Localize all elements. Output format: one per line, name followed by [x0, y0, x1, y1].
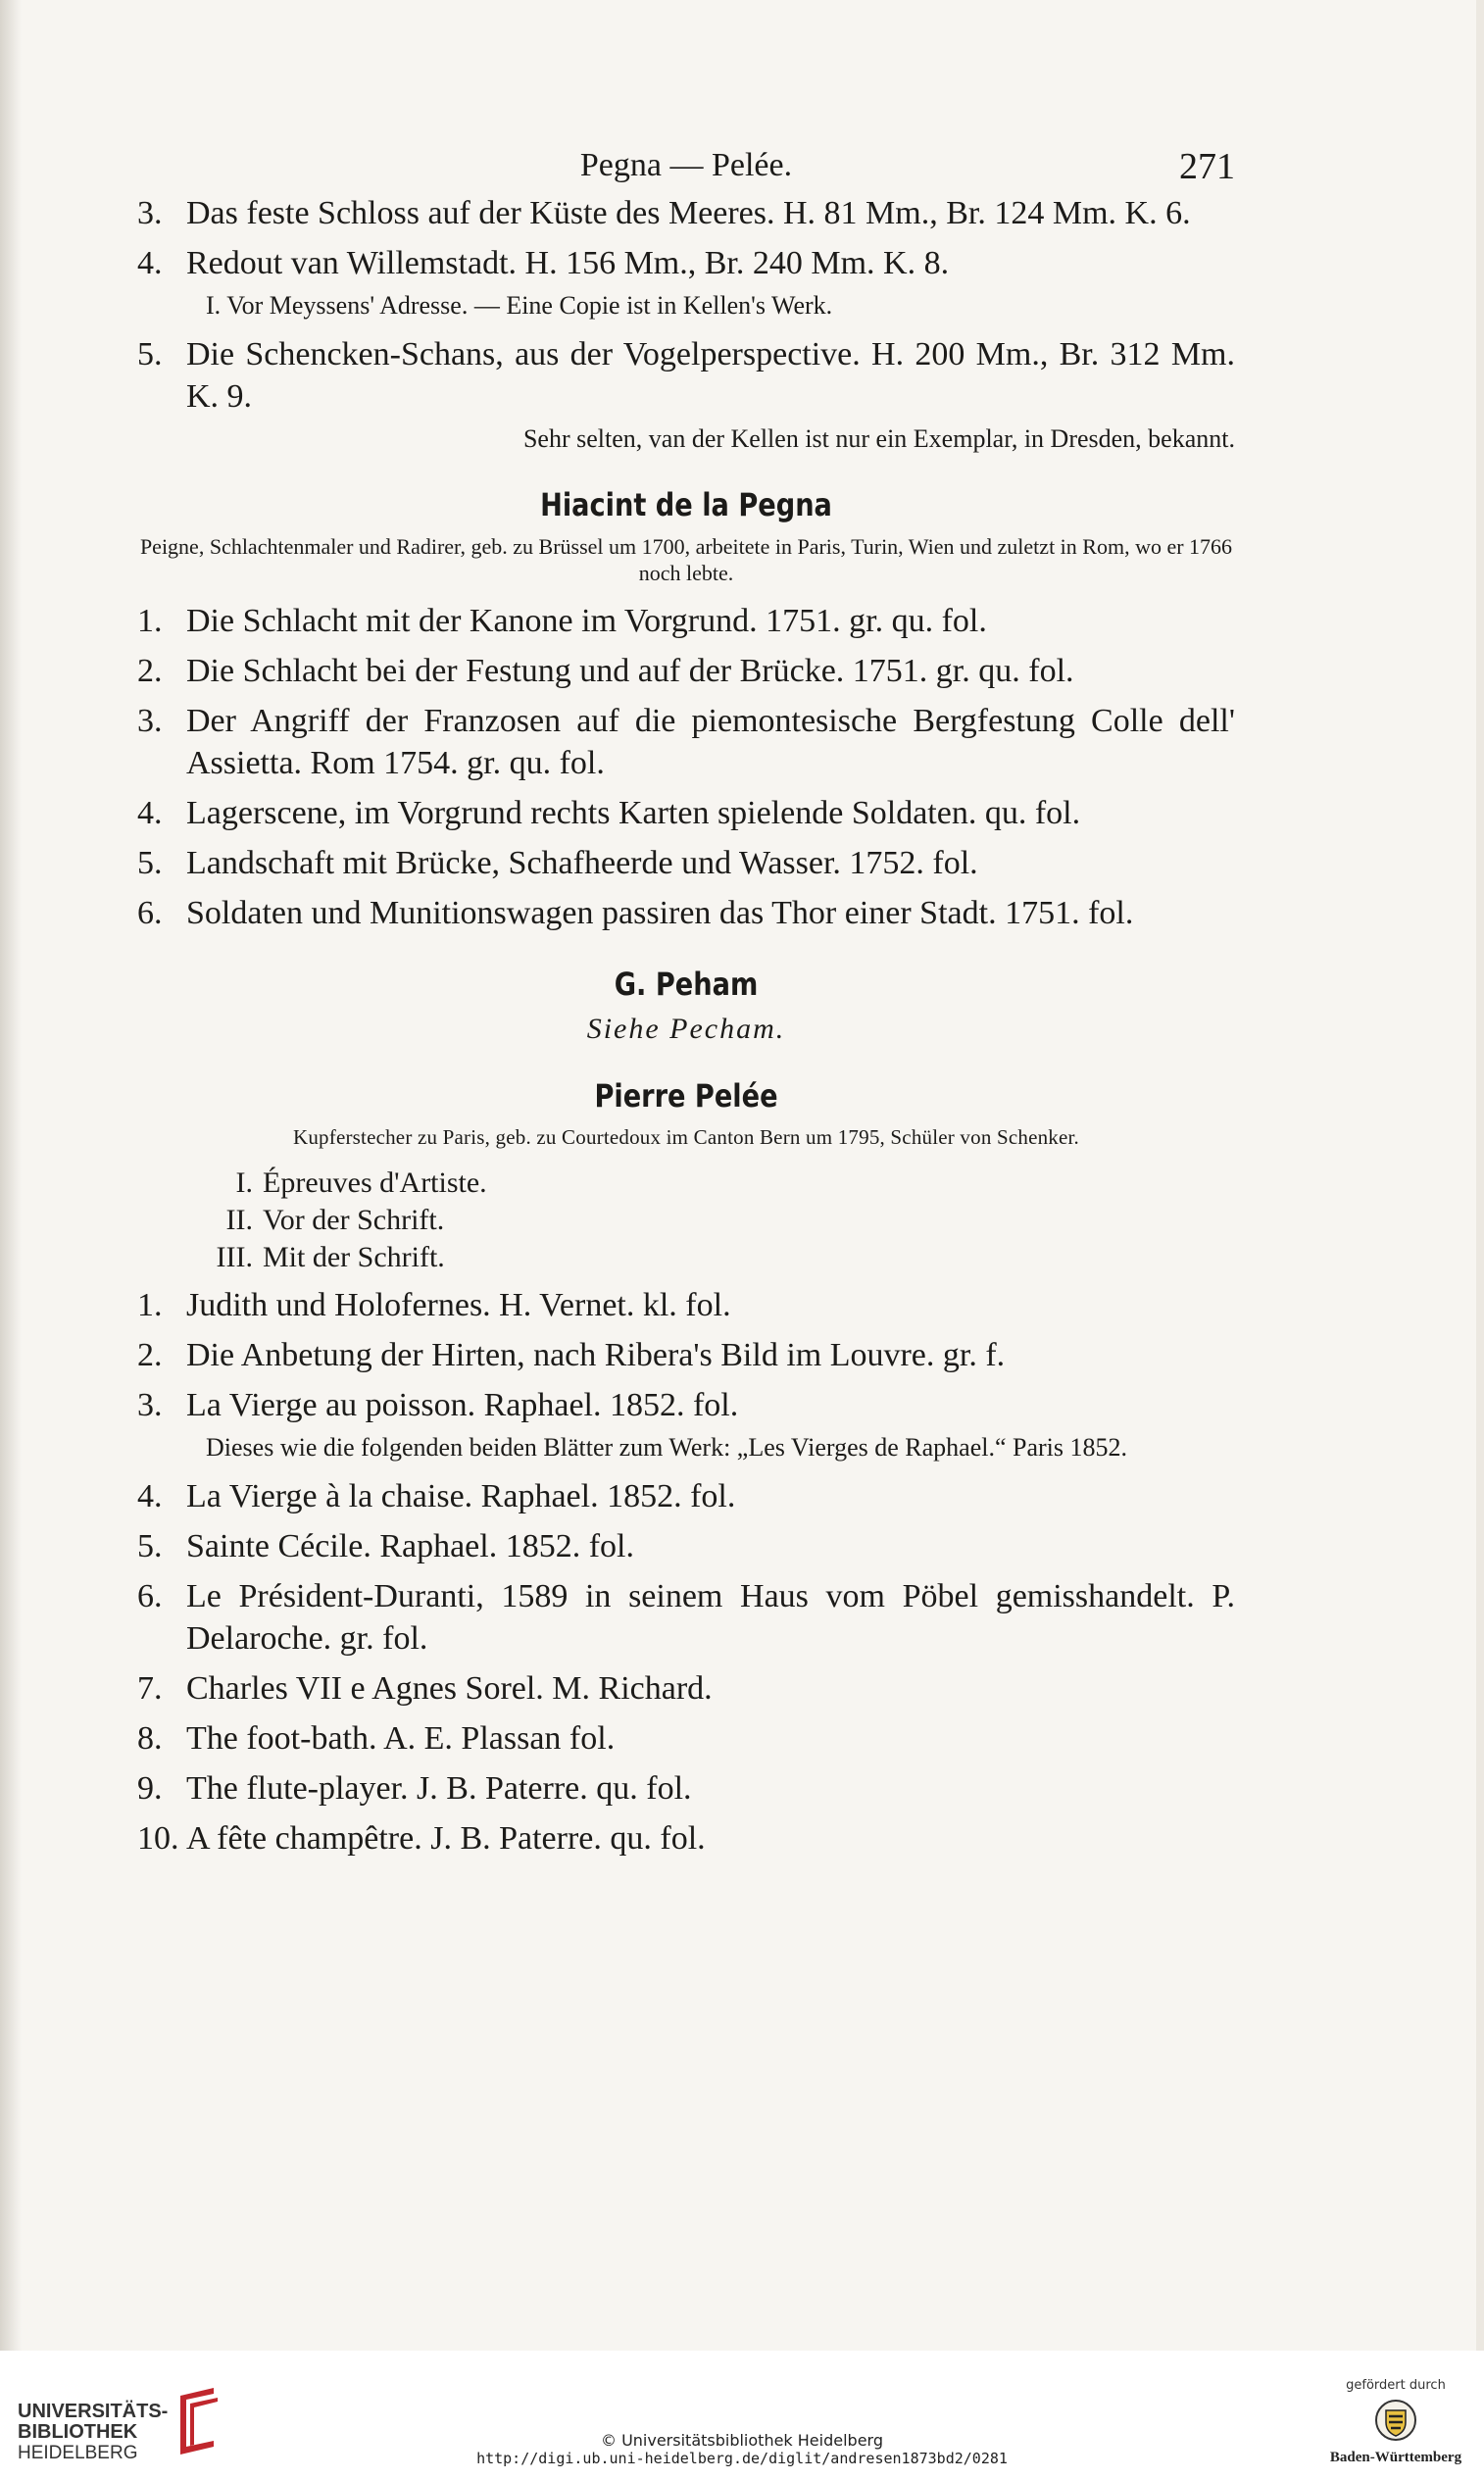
sponsor-name: Baden-Württemberg [1329, 2450, 1462, 2465]
item-number: 4. [137, 1478, 163, 1514]
state-item [137, 1239, 1235, 1276]
item-number: 9. [137, 1770, 163, 1807]
item-note: Dieses wie die folgenden beiden Blätter zum Werk: „Les Vierges de Raphael.“ Paris 1852. [206, 1433, 1128, 1462]
item-number: 5. [137, 845, 163, 881]
list-item [137, 1575, 1235, 1660]
list-item [137, 1817, 1235, 1860]
item-text: Redout van Willemstadt. H. 156 Mm., Br. 240 Mm. K. 8. [186, 245, 950, 281]
state-number: II. [225, 1204, 253, 1236]
running-head [137, 147, 1235, 192]
item-text: La Vierge au poisson. Raphael. 1852. fol. [186, 1387, 739, 1423]
item-note: I. Vor Meyssens' Adresse. — Eine Copie ist in Kellen's Werk. [206, 291, 833, 320]
item-number: 3. [137, 703, 163, 739]
list-item [137, 792, 1235, 834]
item-text: Die Schencken-Schans, aus der Vogelperspective. H. 200 Mm., Br. 312 Mm. K. 9. [186, 336, 1235, 415]
item-text: Sainte Cécile. Raphael. 1852. fol. [186, 1528, 634, 1564]
item-number: 5. [137, 1528, 163, 1564]
state-number: III. [216, 1241, 253, 1273]
page-edge-left [0, 0, 22, 2351]
item-number: 8. [137, 1720, 163, 1757]
cross-reference: Siehe Pecham. [586, 1013, 786, 1045]
permalink[interactable]: http://digi.ub.uni-heidelberg.de/diglit/andresen1873bd2/0281 [476, 2450, 1008, 2467]
item-number: 10. [137, 1820, 179, 1857]
artist-heading: Pierre Pelée [594, 1077, 778, 1115]
library-name-line2: BIBLIOTHEK [18, 2421, 138, 2443]
list-item [137, 1384, 1235, 1426]
state-text: Mit der Schrift. [263, 1241, 445, 1273]
list-item [137, 1475, 1235, 1517]
artist-heading: G. Peham [614, 966, 759, 1003]
item-number: 1. [137, 603, 163, 639]
sponsor-label: gefördert durch [1346, 2378, 1446, 2393]
item-number: 4. [137, 245, 163, 281]
state-number: I. [235, 1166, 253, 1199]
item-text: Soldaten und Munitionswagen passiren das Thor einer Stadt. 1751. fol. [186, 895, 1134, 931]
item-number: 5. [137, 336, 163, 372]
state-text: Vor der Schrift. [263, 1204, 445, 1236]
item-text: La Vierge à la chaise. Raphael. 1852. fol. [186, 1478, 736, 1514]
page-number: 271 [1179, 146, 1235, 187]
sponsor-block [1327, 2378, 1464, 2466]
coat-of-arms-icon [1374, 2399, 1417, 2442]
item-text: Die Anbetung der Hirten, nach Ribera's Bild im Louvre. gr. f. [186, 1337, 1006, 1373]
item-text: Lagerscene, im Vorgrund rechts Karten spielende Soldaten. qu. fol. [186, 795, 1081, 831]
state-item [137, 1202, 1235, 1239]
item-text: Charles VII e Agnes Sorel. M. Richard. [186, 1670, 713, 1707]
artist-heading: Hiacint de la Pegna [540, 486, 832, 523]
item-number: 1. [137, 1287, 163, 1323]
library-name-line3: HEIDELBERG [18, 2443, 138, 2463]
item-text: Das feste Schloss auf der Küste des Meeres. H. 81 Mm., Br. 124 Mm. K. 6. [186, 195, 1191, 231]
item-number: 6. [137, 1578, 163, 1614]
list-item [137, 1717, 1235, 1760]
item-text: A fête champêtre. J. B. Paterre. qu. fol. [186, 1820, 706, 1857]
item-text: The flute-player. J. B. Paterre. qu. fol. [186, 1770, 692, 1807]
credit-line [0, 2431, 1484, 2468]
list-item [137, 192, 1235, 234]
item-text: Der Angriff der Franzosen auf die piemontesische Bergfestung Colle dell' Assietta. Rom 1754. gr. qu. fol. [186, 703, 1235, 781]
running-head-title: Pegna — Pelée. [579, 147, 793, 183]
artist-bio: Peigne, Schlachtenmaler und Radirer, geb. zu Brüssel um 1700, arbeitete in Paris, Turin, Wien und zuletzt in Rom, wo er 1766 noch lebte. [139, 534, 1233, 585]
item-number: 3. [137, 195, 163, 231]
list-item [137, 600, 1235, 642]
artist-bio: Kupferstecher zu Paris, geb. zu Courtedoux im Canton Bern um 1795, Schüler von Schenker. [292, 1125, 1079, 1149]
item-number: 2. [137, 1337, 163, 1373]
list-item [137, 650, 1235, 692]
footer [0, 2351, 1484, 2480]
item-text: Die Schlacht bei der Festung und auf der Brücke. 1751. gr. qu. fol. [186, 653, 1074, 689]
state-item [137, 1165, 1235, 1202]
item-number: 7. [137, 1670, 163, 1707]
state-text: Épreuves d'Artiste. [263, 1166, 487, 1199]
page-content [137, 147, 1235, 1867]
item-text: Die Schlacht mit der Kanone im Vorgrund. 1751. gr. qu. fol. [186, 603, 987, 639]
library-name-line1: UNIVERSITÄTS- [18, 2401, 169, 2422]
item-number: 3. [137, 1387, 163, 1423]
item-text: The foot-bath. A. E. Plassan fol. [186, 1720, 616, 1757]
item-note: Sehr selten, van der Kellen ist nur ein Exemplar, in Dresden, bekannt. [522, 424, 1235, 453]
item-number: 2. [137, 653, 163, 689]
page-edge-right [1476, 0, 1484, 2351]
list-item [137, 1525, 1235, 1567]
list-item [137, 1284, 1235, 1326]
list-item [137, 1767, 1235, 1810]
item-text: Landschaft mit Brücke, Schafheerde und Wasser. 1752. fol. [186, 845, 978, 881]
copyright-text: © Universitätsbibliothek Heidelberg [600, 2431, 883, 2450]
list-item [137, 1667, 1235, 1710]
item-number: 4. [137, 795, 163, 831]
list-item [137, 242, 1235, 284]
item-text: Judith und Holofernes. H. Vernet. kl. fol. [186, 1287, 731, 1323]
item-number: 6. [137, 895, 163, 931]
list-item [137, 1334, 1235, 1376]
item-text: Le Président-Duranti, 1589 in seinem Haus vom Pöbel gemisshandelt. P. Delaroche. gr. fol. [186, 1578, 1235, 1657]
list-item [137, 700, 1235, 784]
list-item [137, 333, 1235, 418]
list-item [137, 892, 1235, 934]
list-item [137, 842, 1235, 884]
